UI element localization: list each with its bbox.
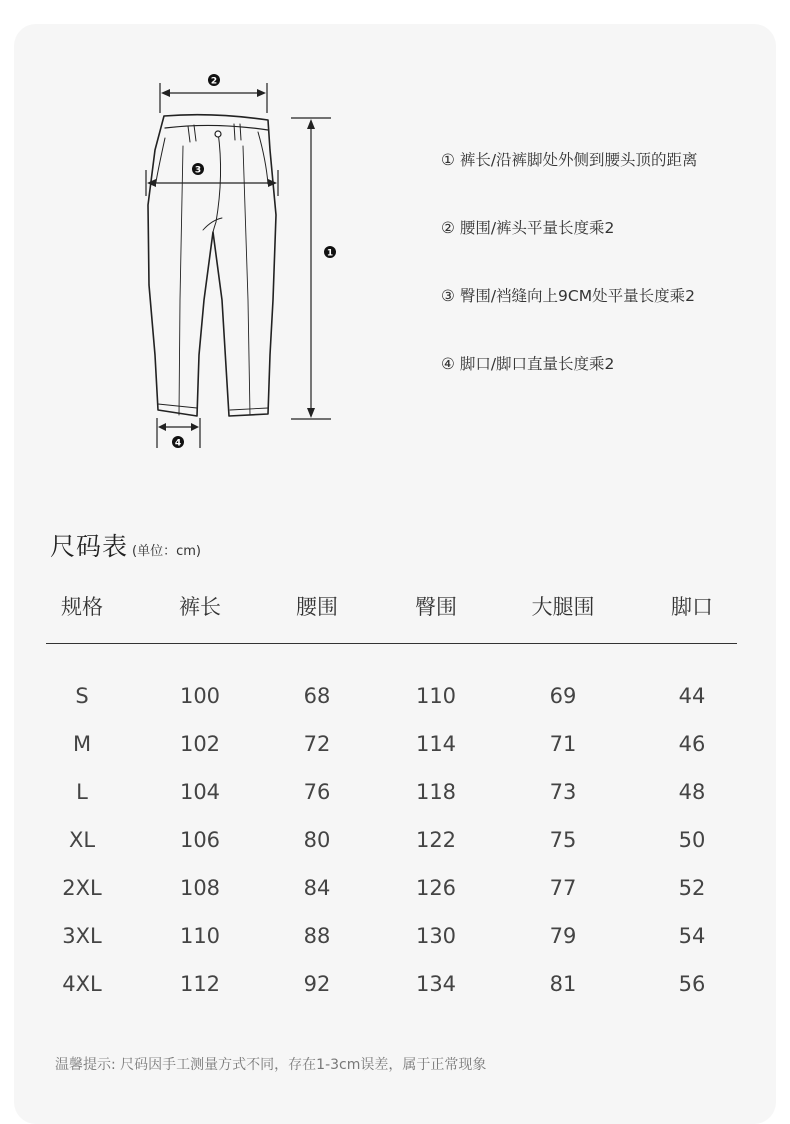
svg-text:2: 2 [210, 76, 218, 87]
table-row [0, 921, 790, 951]
marker-2 [208, 74, 220, 87]
table-row [0, 825, 790, 855]
svg-text:4: 4 [174, 438, 182, 449]
cell-length: 112 [179, 972, 221, 996]
cell-size: L [76, 780, 88, 804]
waistband [165, 125, 268, 130]
cell-hip: 126 [415, 876, 457, 900]
cell-waist: 72 [303, 732, 331, 756]
cell-thigh: 79 [549, 924, 577, 948]
header-hip: 臀围 [415, 595, 457, 619]
size-chart-title: 尺码表 [50, 532, 129, 561]
header-size: 规格 [61, 595, 103, 619]
measurement-legend [441, 148, 698, 420]
cell-size: XL [68, 828, 96, 852]
svg-text:1: 1 [326, 248, 334, 259]
table-row [0, 873, 790, 903]
cell-thigh: 71 [549, 732, 577, 756]
legend-length: ① 裤长/沿裤脚处外侧到腰头顶的距离 [441, 151, 698, 169]
marker-3 [192, 163, 204, 176]
cell-thigh: 77 [549, 876, 577, 900]
marker-1 [324, 246, 336, 259]
cell-size: M [72, 732, 92, 756]
cell-hem: 48 [678, 780, 706, 804]
unit-label: (单位：cm) [132, 544, 201, 559]
table-header [0, 592, 790, 622]
cell-hip: 110 [415, 684, 457, 708]
cell-waist: 76 [303, 780, 331, 804]
cell-waist: 80 [303, 828, 331, 852]
cell-hem: 46 [678, 732, 706, 756]
cell-length: 100 [179, 684, 221, 708]
svg-text:3: 3 [194, 165, 202, 176]
cell-thigh: 75 [549, 828, 577, 852]
cell-hem: 52 [678, 876, 706, 900]
table-divider [46, 643, 737, 644]
cell-waist: 88 [303, 924, 331, 948]
cell-length: 108 [179, 876, 221, 900]
measurement-note: 温馨提示: 尺码因手工测量方式不同，存在1-3cm误差，属于正常现象 [55, 1057, 487, 1073]
header-hem: 脚口 [671, 595, 713, 619]
cell-size: 4XL [62, 972, 102, 996]
cell-length: 104 [179, 780, 221, 804]
table-row [0, 729, 790, 759]
button-icon [215, 131, 221, 137]
cell-length: 110 [179, 924, 221, 948]
marker-4 [172, 436, 184, 449]
cell-thigh: 81 [549, 972, 577, 996]
table-row [0, 681, 790, 711]
cell-hem: 44 [678, 684, 706, 708]
size-chart-heading [50, 527, 201, 563]
cell-hip: 130 [415, 924, 457, 948]
cell-hip: 118 [415, 780, 457, 804]
cell-length: 102 [179, 732, 221, 756]
cell-size: 3XL [62, 924, 102, 948]
cell-size: 2XL [62, 876, 102, 900]
cell-waist: 84 [303, 876, 331, 900]
cell-hem: 50 [678, 828, 706, 852]
cell-length: 106 [179, 828, 221, 852]
cell-waist: 68 [303, 684, 331, 708]
header-waist: 腰围 [296, 595, 338, 619]
cell-hip: 134 [415, 972, 457, 996]
pants-outline [148, 115, 276, 416]
cell-hem: 56 [678, 972, 706, 996]
cell-hem: 54 [678, 924, 706, 948]
cell-size: S [75, 684, 89, 708]
table-row [0, 777, 790, 807]
header-thigh: 大腿围 [531, 595, 595, 619]
cell-thigh: 69 [549, 684, 577, 708]
legend-hip: ③ 臀围/裆缝向上9CM处平量长度乘2 [441, 287, 695, 305]
cell-hip: 114 [415, 732, 457, 756]
cell-thigh: 73 [549, 780, 577, 804]
table-row [0, 969, 790, 999]
legend-waist: ② 腰围/裤头平量长度乘2 [441, 219, 615, 237]
legend-hem: ④ 脚口/脚口直量长度乘2 [441, 355, 615, 373]
cell-waist: 92 [303, 972, 331, 996]
cell-hip: 122 [415, 828, 457, 852]
header-length: 裤长 [179, 595, 221, 619]
